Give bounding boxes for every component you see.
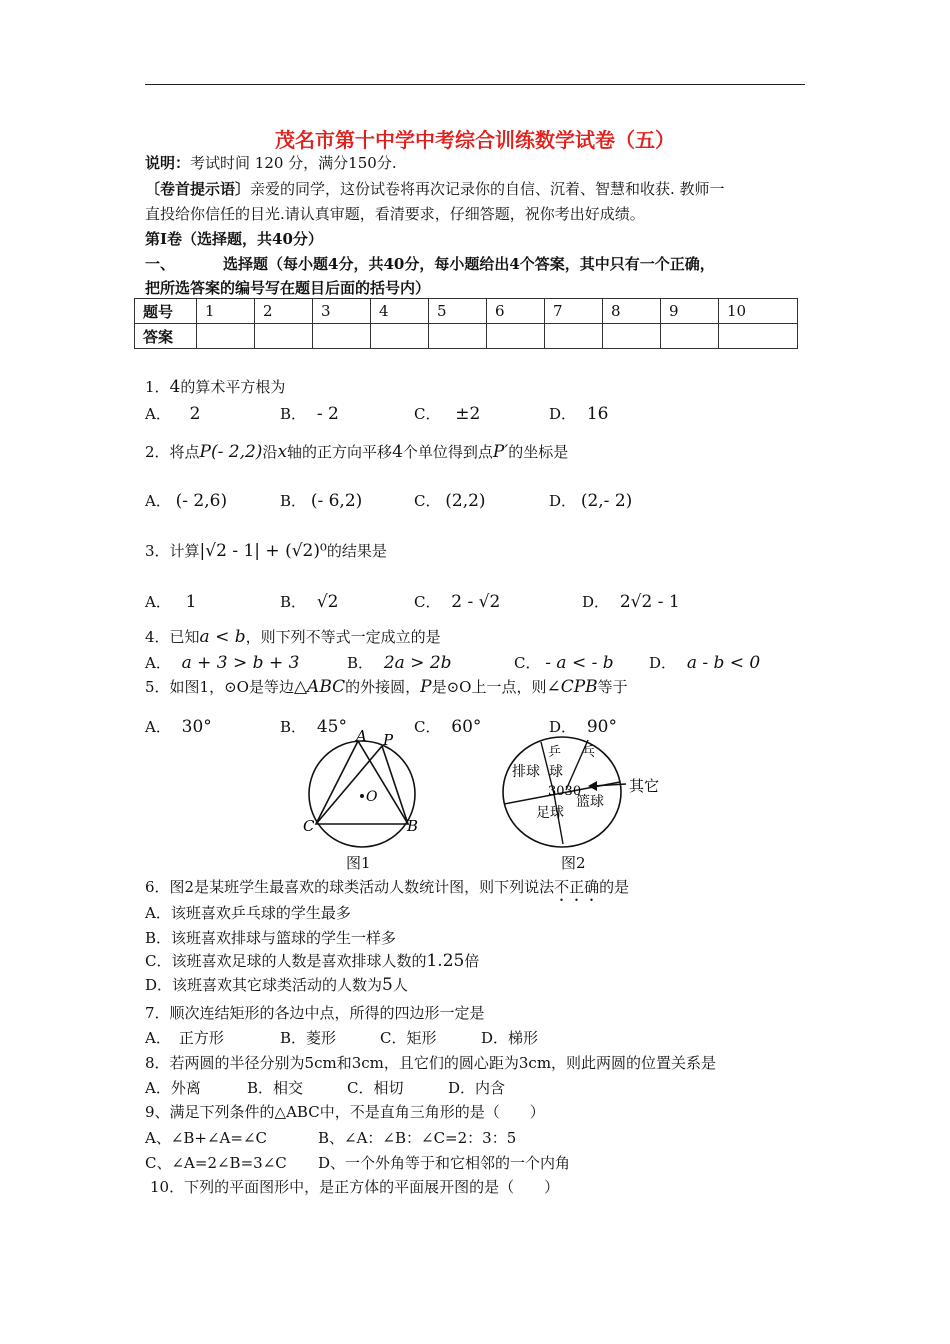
q6-option-d-math: 5	[382, 975, 393, 995]
segment-pb	[382, 746, 408, 824]
q2-option-a	[145, 490, 227, 511]
question-number-cell: 2	[255, 299, 313, 324]
q8-option-a: A．外离	[145, 1079, 201, 1097]
pie-label-other: 其它	[629, 777, 660, 795]
pie-label-pingpong-2: 乓	[582, 745, 596, 760]
q5-text-3: 等于	[597, 678, 628, 696]
q1-text: 的算术平方根为	[180, 378, 286, 396]
pie-label-basketball: 篮球	[576, 794, 604, 810]
q9-option-a: A、∠B+∠A=∠C	[145, 1129, 268, 1147]
question-6-stem	[145, 876, 629, 905]
question-7-stem: 7．顺次连结矩形的各边中点，所得的四边形一定是	[145, 1004, 485, 1022]
label-a: A	[356, 727, 367, 745]
label-p: P	[383, 731, 394, 749]
q2-math-image: P′	[492, 442, 509, 462]
q1-option-b-value: - 2	[316, 404, 339, 424]
answer-cell[interactable]	[313, 324, 371, 349]
figure-1-caption: 图1	[346, 854, 371, 872]
top-rule	[145, 84, 805, 85]
q5-option-c-label: C．	[414, 718, 441, 736]
q5-option-a-label: A．	[145, 718, 171, 736]
answer-cell[interactable]	[719, 324, 798, 349]
q7-option-a-label: A．	[145, 1029, 171, 1047]
q5-text-2: 是⊙O上一点，则	[431, 678, 547, 696]
q4-text: ，则下列不等式一定成立的是	[245, 628, 441, 646]
q5-math-triangle: △ABC	[293, 677, 346, 697]
q6-option-c	[145, 950, 479, 971]
arrow-head-icon	[588, 781, 597, 791]
question-5-stem	[145, 676, 628, 697]
q2-option-d	[549, 490, 632, 511]
q6-option-c-tail: 倍	[464, 952, 480, 970]
question-number-cell: 9	[661, 299, 719, 324]
q8-option-b: B．相交	[247, 1079, 304, 1097]
q2-option-a-value: (- 2,6)	[175, 491, 228, 511]
figure-2-caption: 图2	[561, 854, 586, 872]
exam-note	[145, 152, 397, 173]
q3-option-b-label: B．	[280, 593, 307, 611]
answer-table	[134, 298, 798, 349]
q3-option-d-value: 2√2 - 1	[619, 592, 680, 612]
q5-option-a-value: 30°	[181, 717, 212, 737]
q5-option-b-label: B．	[280, 718, 307, 736]
answer-table-header: 题号	[135, 299, 197, 324]
q4-option-a-value: a + 3 > b + 3	[181, 653, 300, 673]
q1-option-d-label: D．	[549, 405, 577, 423]
q1-option-b-label: B．	[280, 405, 307, 423]
question-3-stem	[145, 540, 387, 561]
q7-option-d: D．梯形	[481, 1029, 539, 1047]
q5-number: 5．如图1，⊙O是等边	[145, 678, 294, 696]
q4-option-d	[649, 652, 760, 673]
answer-cell[interactable]	[197, 324, 255, 349]
q4-option-c-label: C．	[514, 654, 541, 672]
q2-number: 2．将点	[145, 443, 200, 461]
figure-1-circle-diagram	[296, 728, 436, 868]
q6-text-1: 6．图2是某班学生最喜欢的球类活动人数统计图，则下列说法	[145, 878, 555, 896]
pie-center-values: 3030	[548, 784, 582, 799]
question-2-stem	[145, 441, 568, 462]
q4-option-b-label: B．	[347, 654, 374, 672]
q2-option-c-label: C．	[414, 492, 441, 510]
q2-text-3: 个单位得到点	[402, 443, 493, 461]
tip-label: 〔卷首提示语〕	[145, 180, 251, 198]
q5-text-1: 的外接圆，	[345, 678, 421, 696]
q2-option-b-value: (- 6,2)	[310, 491, 363, 511]
q3-option-b	[280, 591, 338, 612]
q5-math-point: P	[420, 677, 432, 697]
q4-number: 4．已知	[145, 628, 200, 646]
question-8-stem: 8．若两圆的半径分别为5cm和3cm，且它们的圆心距为3cm，则此两圆的位置关系是	[145, 1054, 717, 1072]
q6-text-2: 的是	[599, 878, 630, 896]
q6-option-c-text: C．该班喜欢足球的人数是喜欢排球人数的	[145, 952, 427, 970]
question-number-cell: 10	[719, 299, 798, 324]
q2-option-d-label: D．	[549, 492, 577, 510]
q2-option-c-value: (2,2)	[445, 491, 486, 511]
label-c: C	[303, 817, 315, 835]
question-10-stem: 10．下列的平面图形中，是正方体的平面展开图的是（ ）	[150, 1178, 560, 1196]
q8-option-c: C．相切	[347, 1079, 404, 1097]
q5-math-angle: ∠CPB	[546, 677, 598, 697]
q5-option-d-value: 90°	[586, 717, 617, 737]
answer-table-number-row	[135, 299, 798, 324]
q7-option-a	[145, 1027, 224, 1048]
question-number-cell: 8	[603, 299, 661, 324]
instructions-number: 一、	[145, 255, 176, 273]
instructions-text-1: 选择题（每小题4分，共40分，每小题给出4个答案，其中只有一个正确，	[223, 255, 715, 273]
q3-text: 的结果是	[326, 542, 387, 560]
q6-option-a: A．该班喜欢乒乓球的学生最多	[145, 904, 351, 922]
q5-option-c-value: 60°	[451, 717, 482, 737]
q2-text-1: 沿	[262, 443, 278, 461]
q4-option-b-value: 2a > 2b	[383, 653, 452, 673]
q2-text-2: 轴的正方向平移	[287, 443, 393, 461]
question-number-cell: 1	[197, 299, 255, 324]
instructions-line-1	[145, 253, 715, 274]
answer-cell[interactable]	[429, 324, 487, 349]
answer-cell[interactable]	[255, 324, 313, 349]
question-number-cell: 3	[313, 299, 371, 324]
q3-option-d	[582, 591, 680, 612]
q3-number: 3．计算	[145, 542, 200, 560]
tip-text-1: 亲爱的同学，这份试卷将再次记录你的自信、沉着、智慧和收获. 教师一	[250, 180, 725, 198]
question-9-stem: 9、满足下列条件的△ABC中，不是直角三角形的是（ ）	[145, 1103, 545, 1121]
q7-option-b: B．菱形	[280, 1029, 337, 1047]
q2-option-b-label: B．	[280, 492, 307, 510]
q5-option-b-value: 45°	[316, 717, 347, 737]
q6-emphasis: 不正确	[554, 878, 600, 896]
q6-option-b: B．该班喜欢排球与篮球的学生一样多	[145, 929, 397, 947]
label-o: O	[366, 789, 378, 805]
question-4-stem	[145, 626, 441, 647]
section-heading: 第Ⅰ卷（选择题，共40分）	[145, 230, 323, 248]
q1-number: 1．	[145, 378, 170, 396]
q1-math: 4	[169, 377, 181, 397]
q5-option-a	[145, 716, 212, 737]
q3-option-b-value: √2	[316, 592, 339, 612]
q1-option-c	[414, 403, 480, 424]
q3-option-a-label: A．	[145, 593, 171, 611]
instructions-line-2: 把所选答案的编号写在题目后面的括号内）	[145, 279, 431, 297]
q6-option-d-text: D．该班喜欢其它球类活动的人数为	[145, 976, 383, 994]
q4-option-c	[514, 652, 614, 673]
question-number-cell: 6	[487, 299, 545, 324]
q3-option-c	[414, 591, 500, 612]
q4-option-a	[145, 652, 299, 673]
center-point	[360, 794, 364, 798]
q6-option-c-math: 1.25	[426, 951, 465, 971]
tip-line-1	[145, 178, 725, 199]
question-number-cell: 7	[545, 299, 603, 324]
question-1-stem	[145, 376, 285, 397]
pie-label-pingpong-1: 乒	[548, 745, 562, 760]
q4-option-b	[347, 652, 452, 673]
answer-cell[interactable]	[661, 324, 719, 349]
q4-option-c-value: - a < - b	[545, 653, 614, 673]
question-number-cell: 4	[371, 299, 429, 324]
q4-option-a-label: A．	[145, 654, 171, 672]
q3-option-c-label: C．	[414, 593, 441, 611]
answer-cell[interactable]	[371, 324, 429, 349]
q1-option-b	[280, 403, 339, 424]
pie-label-volleyball-2: 球	[549, 764, 563, 780]
q1-option-d	[549, 403, 608, 424]
q2-option-b	[280, 490, 362, 511]
q9-option-d: D、一个外角等于和它相邻的一个内角	[318, 1154, 571, 1172]
q8-option-d: D．内含	[448, 1079, 506, 1097]
q3-option-a-value: 1	[185, 592, 197, 612]
page-title: 茂名市第十中学中考综合训练数学试卷（五）	[275, 128, 675, 152]
q9-option-b: B、∠A：∠B：∠C=2：3：5	[318, 1129, 517, 1147]
q2-math-axis: x	[277, 442, 288, 462]
note-label: 说明：	[145, 154, 191, 172]
pie-label-football: 足球	[536, 805, 564, 821]
answer-cell[interactable]	[603, 324, 661, 349]
q7-option-c: C．矩形	[380, 1029, 437, 1047]
answer-row-header: 答案	[135, 324, 197, 349]
q2-option-d-value: (2,- 2)	[580, 491, 633, 511]
q1-option-a-label: A．	[145, 405, 171, 423]
q3-option-d-label: D．	[582, 593, 610, 611]
q9-option-c: C、∠A=2∠B=3∠C	[145, 1154, 287, 1172]
question-number-cell: 5	[429, 299, 487, 324]
q7-option-a-text: 正方形	[178, 1029, 224, 1047]
answer-table-answer-row	[135, 324, 798, 349]
pie-label-volleyball: 排球	[512, 764, 540, 780]
note-text: 考试时间 120 分，满分150分.	[190, 154, 397, 172]
q3-math: |√2 - 1| + (√2)⁰	[199, 541, 327, 561]
q4-option-d-value: a - b < 0	[686, 653, 761, 673]
label-b: B	[407, 817, 419, 835]
q4-math: a < b	[199, 627, 246, 647]
tip-line-2: 直投给你信任的目光.请认真审题，看清要求，仔细答题，祝你考出好成绩。	[145, 205, 645, 223]
q6-option-d-tail: 人	[392, 976, 408, 994]
q1-option-c-value: ±2	[455, 404, 481, 424]
q2-math-point: P(- 2,2)	[199, 442, 263, 462]
q2-option-c	[414, 490, 486, 511]
q2-math-units: 4	[392, 442, 403, 462]
q1-option-a	[145, 403, 200, 424]
q1-option-d-value: 16	[586, 404, 609, 424]
figure-2-pie-chart	[496, 732, 676, 856]
q5-option-d-label: D．	[549, 718, 577, 736]
q1-option-a-value: 2	[189, 404, 201, 424]
q6-option-d	[145, 974, 408, 995]
answer-cell[interactable]	[545, 324, 603, 349]
q2-option-a-label: A．	[145, 492, 171, 510]
answer-cell[interactable]	[487, 324, 545, 349]
q3-option-c-value: 2 - √2	[451, 592, 501, 612]
q2-text-4: 的坐标是	[508, 443, 569, 461]
q4-option-d-label: D．	[649, 654, 677, 672]
q1-option-c-label: C．	[414, 405, 441, 423]
q3-option-a	[145, 591, 196, 612]
